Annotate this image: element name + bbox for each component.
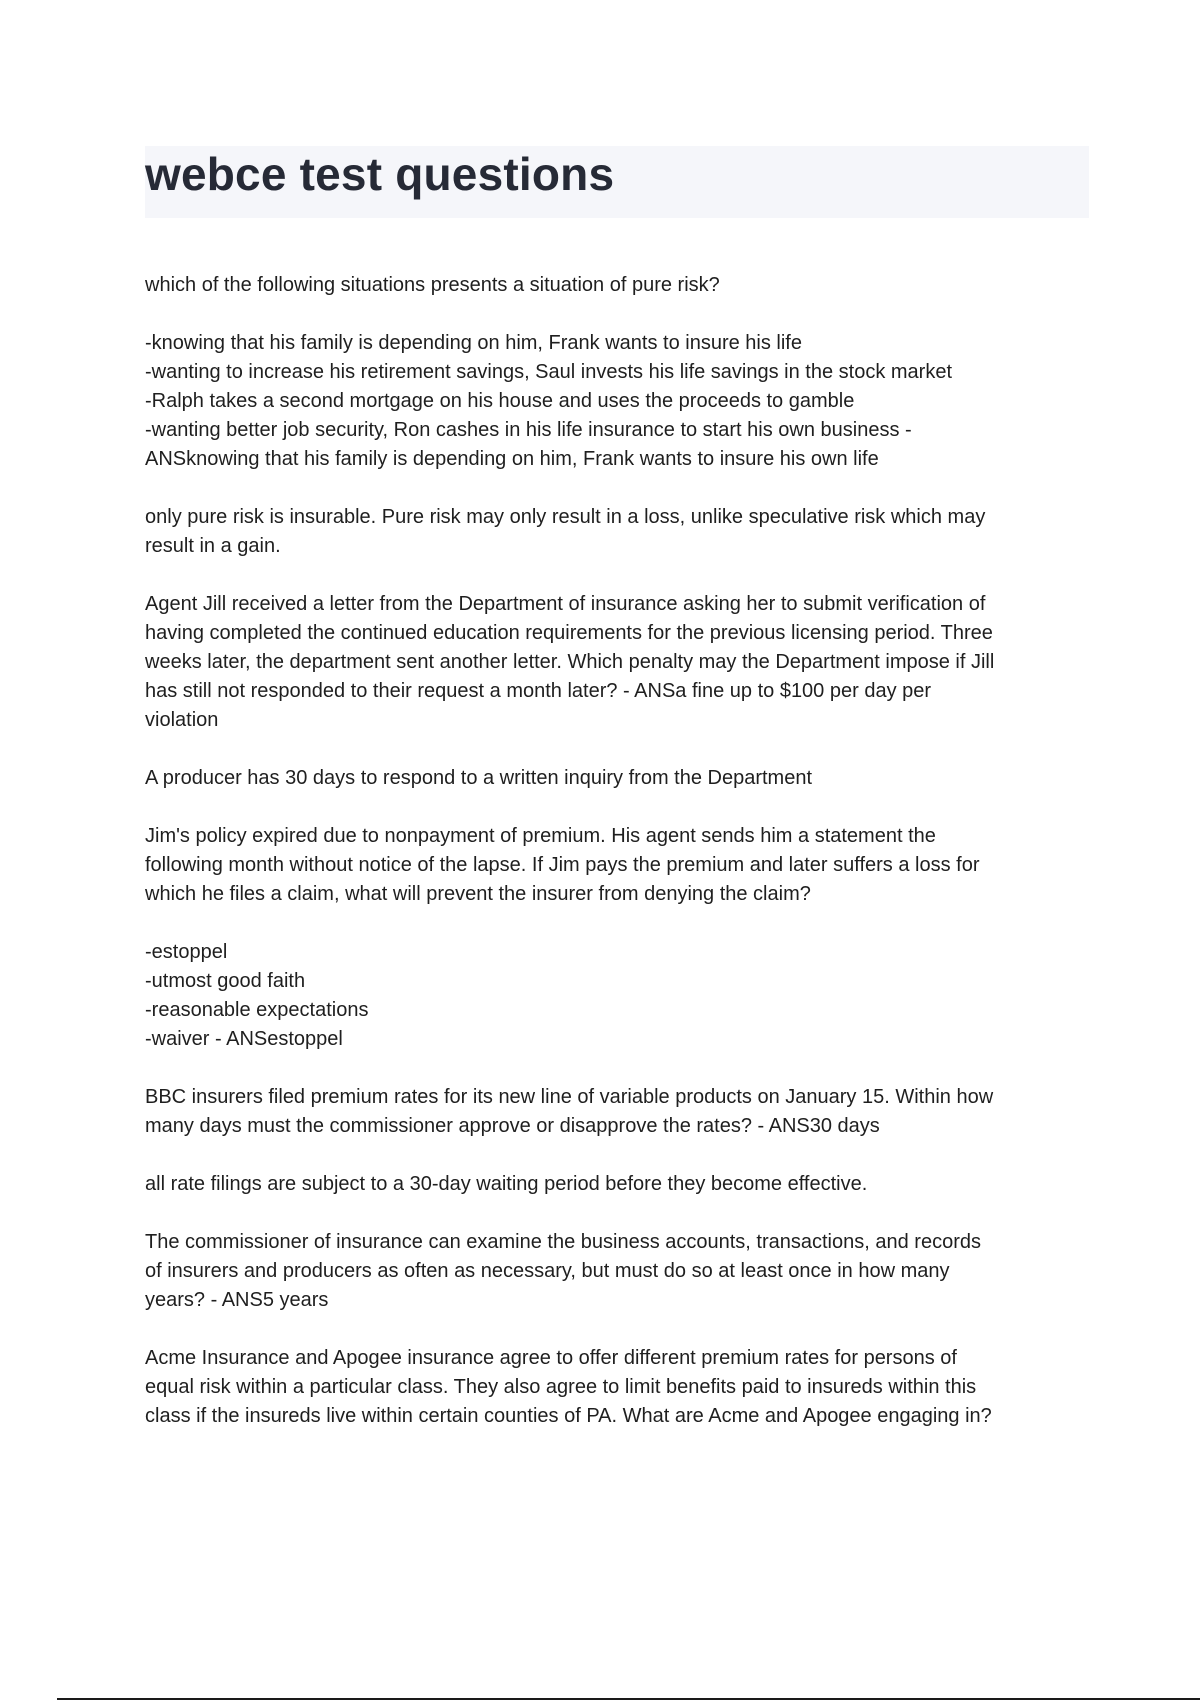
question-bbc-rates: BBC insurers filed premium rates for its new line of variable products on January 15. Within how many days must the commissioner approve or disapprove the rates? - ANS30 days (145, 1086, 994, 1137)
document-body (145, 271, 1095, 1460)
pure-risk-explanation: only pure risk is insurable. Pure risk may only result in a loss, unlike speculative risk which may result in a gain. (145, 506, 986, 557)
question-acme-apogee: Acme Insurance and Apogee insurance agree to offer different premium rates for persons of equal risk within a particular class. They also agree to limit benefits paid to insureds within this class if the insureds live within certain counties of PA. What are Acme and Apogee engaging in? (145, 1347, 992, 1427)
question-pure-risk: which of the following situations presents a situation of pure risk? (145, 274, 720, 296)
producer-inquiry-note: A producer has 30 days to respond to a written inquiry from the Department (145, 767, 813, 789)
pure-risk-options-answer: -knowing that his family is depending on him, Frank wants to insure his life -wanting to increase his retirement savings, Saul invests his life savings in the stock market -Ralph takes a second mortgage on his house and uses the proceeds to gamble -wanting better job security, Ron cashes in his life insurance to start his own business - ANSknowing that his family is depending on him, Frank wants to insure his own life (145, 332, 953, 470)
question-commissioner-exam: The commissioner of insurance can examine the business accounts, transactions, and records of insurers and producers as often as necessary, but must do so at least once in how many years? - ANS5 years (145, 1231, 981, 1311)
jim-policy-options-answer: -estoppel -utmost good faith -reasonable expectations -waiver - ANSestoppel (145, 941, 369, 1050)
question-jim-policy: Jim's policy expired due to nonpayment of premium. His agent sends him a statement the following month without notice of the lapse. If Jim pays the premium and later suffers a loss for which he files a claim, what will prevent the insurer from denying the claim? (145, 825, 980, 905)
rate-filing-note: all rate filings are subject to a 30-day waiting period before they become effective. (145, 1173, 868, 1195)
question-agent-jill: Agent Jill received a letter from the Department of insurance asking her to submit verification of having completed the continued education requirements for the previous licensing period. Three weeks later, the department sent another letter. Which penalty may the Department impose if Jill has still not responded to their request a month later? - ANSa fine up to $100 per day per violation (145, 593, 995, 731)
page-title: webce test questions (145, 148, 615, 200)
